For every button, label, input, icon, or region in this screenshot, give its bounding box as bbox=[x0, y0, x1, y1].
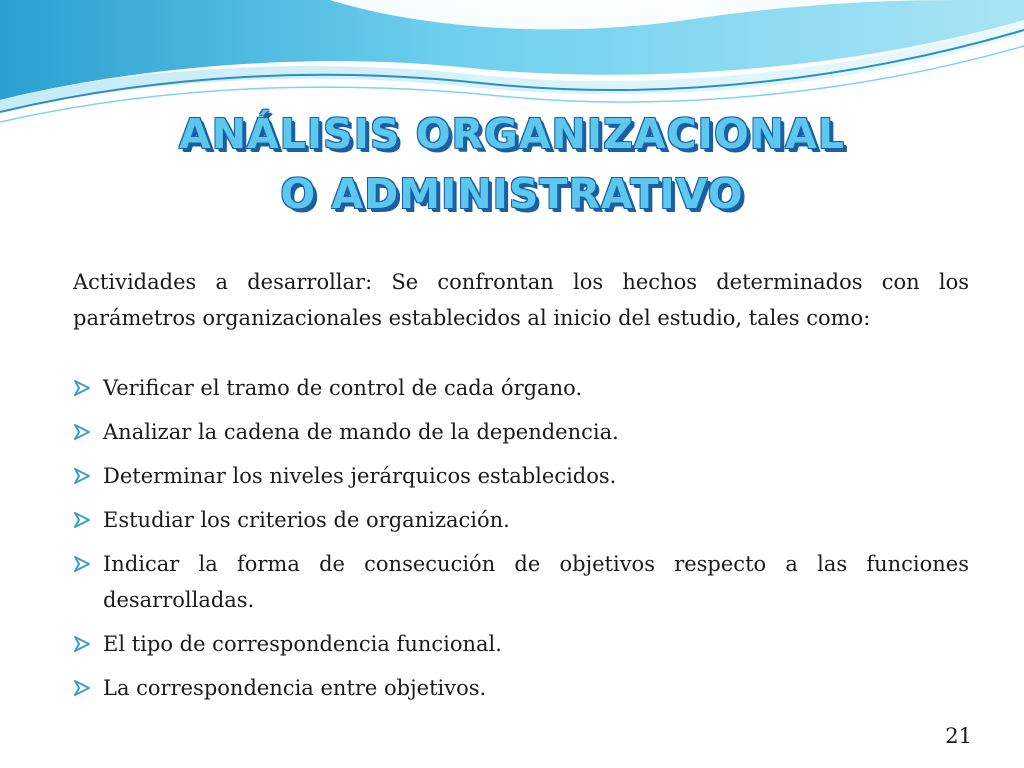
bullet-text: Estudiar los criterios de organización. bbox=[103, 508, 510, 532]
bullet-item bbox=[73, 546, 969, 618]
arrow-bullet-icon bbox=[73, 458, 103, 494]
bullet-text: Analizar la cadena de mando de la dependencia. bbox=[103, 420, 619, 444]
arrow-bullet-icon bbox=[73, 546, 103, 582]
bullet-text: Verificar el tramo de control de cada órgano. bbox=[103, 376, 583, 400]
bullet-text: Indicar la forma de consecución de objetivos respecto a las funciones desarrolladas. bbox=[103, 552, 969, 612]
slide-title-line1: ANÁLISIS ORGANIZACIONAL bbox=[179, 110, 845, 158]
slide-title-line2: O ADMINISTRATIVO bbox=[280, 170, 744, 218]
bullet-item bbox=[73, 370, 969, 406]
bullet-text: El tipo de correspondencia funcional. bbox=[103, 632, 502, 656]
arrow-bullet-icon bbox=[73, 502, 103, 538]
bullet-item bbox=[73, 626, 969, 662]
bullet-item bbox=[73, 670, 969, 706]
bullet-item bbox=[73, 414, 969, 450]
bullet-list bbox=[73, 370, 969, 714]
arrow-bullet-icon bbox=[73, 626, 103, 662]
bullet-item bbox=[73, 502, 969, 538]
bullet-text: La correspondencia entre objetivos. bbox=[103, 676, 487, 700]
arrow-bullet-icon bbox=[73, 670, 103, 706]
intro-paragraph: Actividades a desarrollar: Se confrontan los hechos determinados con los parámetros organizacionales establecidos al inicio del estudio, tales como: bbox=[73, 270, 969, 330]
bullet-item bbox=[73, 458, 969, 494]
arrow-bullet-icon bbox=[73, 414, 103, 450]
arrow-bullet-icon bbox=[73, 370, 103, 406]
page-number: 21 bbox=[945, 724, 972, 748]
slide-title bbox=[0, 104, 1024, 224]
bullet-text: Determinar los niveles jerárquicos establecidos. bbox=[103, 464, 617, 488]
